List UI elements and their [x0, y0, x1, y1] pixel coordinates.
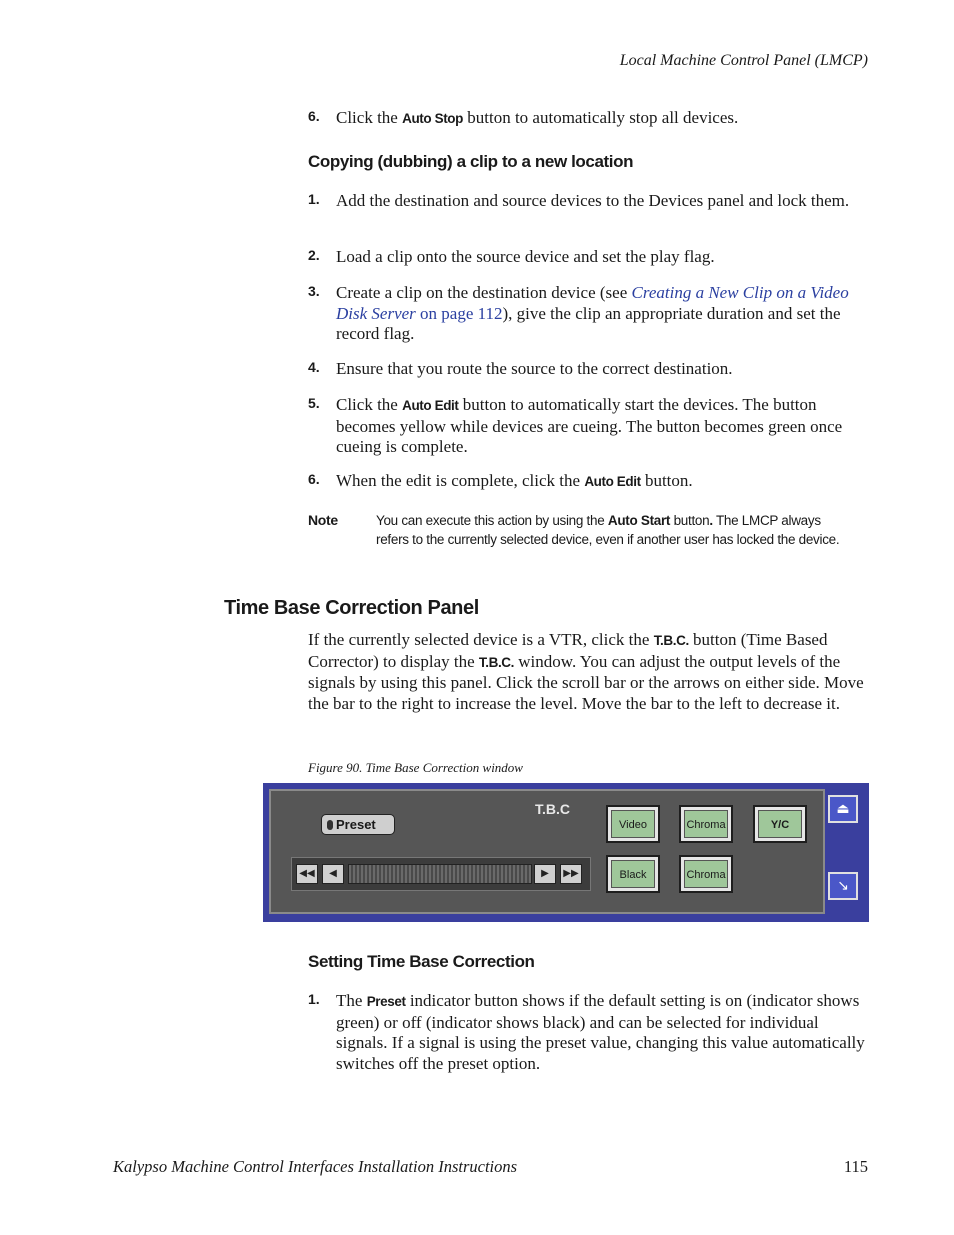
- note-label: Note: [308, 512, 338, 528]
- copy-step-5: [308, 395, 868, 457]
- note-text-part: .: [709, 513, 713, 528]
- level-track[interactable]: [348, 864, 532, 884]
- eject-icon[interactable]: ⏏: [828, 795, 858, 823]
- footer-book-title: Kalypso Machine Control Interfaces Installation Instructions: [113, 1157, 518, 1176]
- step-text: Add the destination and source devices to the Devices panel and lock them.: [336, 191, 850, 210]
- left-arrow-icon[interactable]: ◀: [322, 864, 344, 884]
- figure-caption: Figure 90. Time Base Correction window: [308, 760, 523, 775]
- step-number: 1.: [308, 191, 320, 207]
- auto-edit-keyword: Auto Edit: [584, 474, 641, 489]
- step-text: When the edit is complete, click the: [336, 471, 585, 490]
- step-text: indicator button shows if the default setting is on (indicator shows green) or off (indicator shows black) and can be selected for individual signals. If a signal is using the preset value, changing this value automatically switches off the preset option.: [336, 991, 865, 1073]
- tbc-keyword: T.B.C.: [478, 654, 515, 670]
- right-arrow-icon[interactable]: ▶: [534, 864, 556, 884]
- chroma-button[interactable]: [679, 805, 733, 843]
- button-label: Chroma: [684, 810, 728, 838]
- step-text: Click the: [336, 395, 403, 414]
- running-header: Local Machine Control Panel (LMCP): [619, 52, 868, 69]
- preset-button[interactable]: [321, 814, 395, 835]
- tbc-heading: Time Base Correction Panel: [224, 597, 479, 619]
- button-label: Y/C: [758, 810, 802, 838]
- button-label: Chroma: [684, 860, 728, 888]
- step-number: 5.: [308, 395, 320, 411]
- step-text: Ensure that you route the source to the correct destination.: [336, 359, 733, 378]
- tbc-window: [263, 783, 869, 922]
- step-number: 1.: [308, 991, 320, 1007]
- button-label: Black: [611, 860, 655, 888]
- step-text: Click the: [336, 108, 403, 127]
- copy-step-6: [308, 471, 868, 493]
- black-button[interactable]: [606, 855, 660, 893]
- double-right-arrow-icon[interactable]: ▶▶: [560, 864, 582, 884]
- para-text: If the currently selected device is a VTR, click the: [308, 630, 654, 649]
- page-112-link[interactable]: on page 112: [415, 303, 503, 323]
- tbc-window-title: T.B.C: [535, 801, 570, 817]
- para-text: window. You can adjust the output levels of the signals by using this panel. Click the scroll bar or the arrows on either side. Move the bar to the right to increase the level. Move the bar to the left to decrease it.: [308, 651, 864, 713]
- copy-heading: Copying (dubbing) a clip to a new location: [308, 152, 634, 171]
- step-text: button.: [640, 471, 693, 490]
- step-text: Load a clip onto the source device and set the play flag.: [336, 247, 715, 266]
- tbc-paragraph: [308, 630, 868, 714]
- setting-heading: Setting Time Base Correction: [308, 952, 535, 971]
- para-text: button (Time Based Corrector) to display the: [308, 630, 828, 671]
- resize-arrow-icon[interactable]: ↘: [828, 872, 858, 900]
- copy-step-1: [308, 191, 868, 233]
- step-text: The: [336, 991, 367, 1010]
- auto-edit-keyword: Auto Edit: [402, 398, 459, 413]
- footer-page-number: 115: [843, 1157, 868, 1176]
- note-text: [376, 512, 856, 549]
- tbc-keyword: T.B.C.: [653, 633, 689, 648]
- step-text: button to automatically stop all devices.: [463, 108, 739, 127]
- creating-clip-link[interactable]: Creating a New Clip on a Video Disk Server: [336, 283, 849, 323]
- step-number: 6.: [308, 471, 320, 487]
- level-scrollbar: [291, 857, 591, 891]
- note-text-part: You can execute this action by using the: [376, 513, 608, 528]
- copy-step-2: [308, 247, 868, 269]
- step-text: button to automatically start the devices. The button becomes yellow while devices are cueing. The button becomes green once cueing is complete.: [336, 395, 843, 456]
- auto-stop-keyword: Auto Stop: [402, 111, 463, 126]
- copy-step-4: [308, 359, 868, 381]
- yc-button[interactable]: [753, 805, 807, 843]
- setting-step-1: [308, 991, 868, 1073]
- preset-label: Preset: [336, 817, 376, 832]
- double-left-arrow-icon[interactable]: ◀◀: [296, 864, 318, 884]
- chroma-2-button[interactable]: [679, 855, 733, 893]
- step-text: Create a clip on the destination device (see: [336, 283, 632, 302]
- step-number: 3.: [308, 283, 320, 299]
- intro-step: [308, 108, 868, 130]
- step-number: 4.: [308, 359, 320, 375]
- tbc-panel: [269, 789, 825, 914]
- copy-step-3: [308, 283, 868, 345]
- note-text-part: button: [670, 513, 710, 528]
- auto-start-keyword: Auto Start: [607, 513, 671, 528]
- step-number: 2.: [308, 247, 320, 263]
- preset-indicator-icon: [327, 820, 333, 830]
- step-number: 6.: [308, 108, 320, 124]
- note-text-part: The LMCP always refers to the currently selected device, even if another user has locked the device.: [376, 513, 840, 547]
- button-label: Video: [611, 810, 655, 838]
- step-text: ), give the clip an appropriate duration and set the record flag.: [336, 303, 841, 343]
- preset-keyword: Preset: [366, 994, 406, 1009]
- video-button[interactable]: [606, 805, 660, 843]
